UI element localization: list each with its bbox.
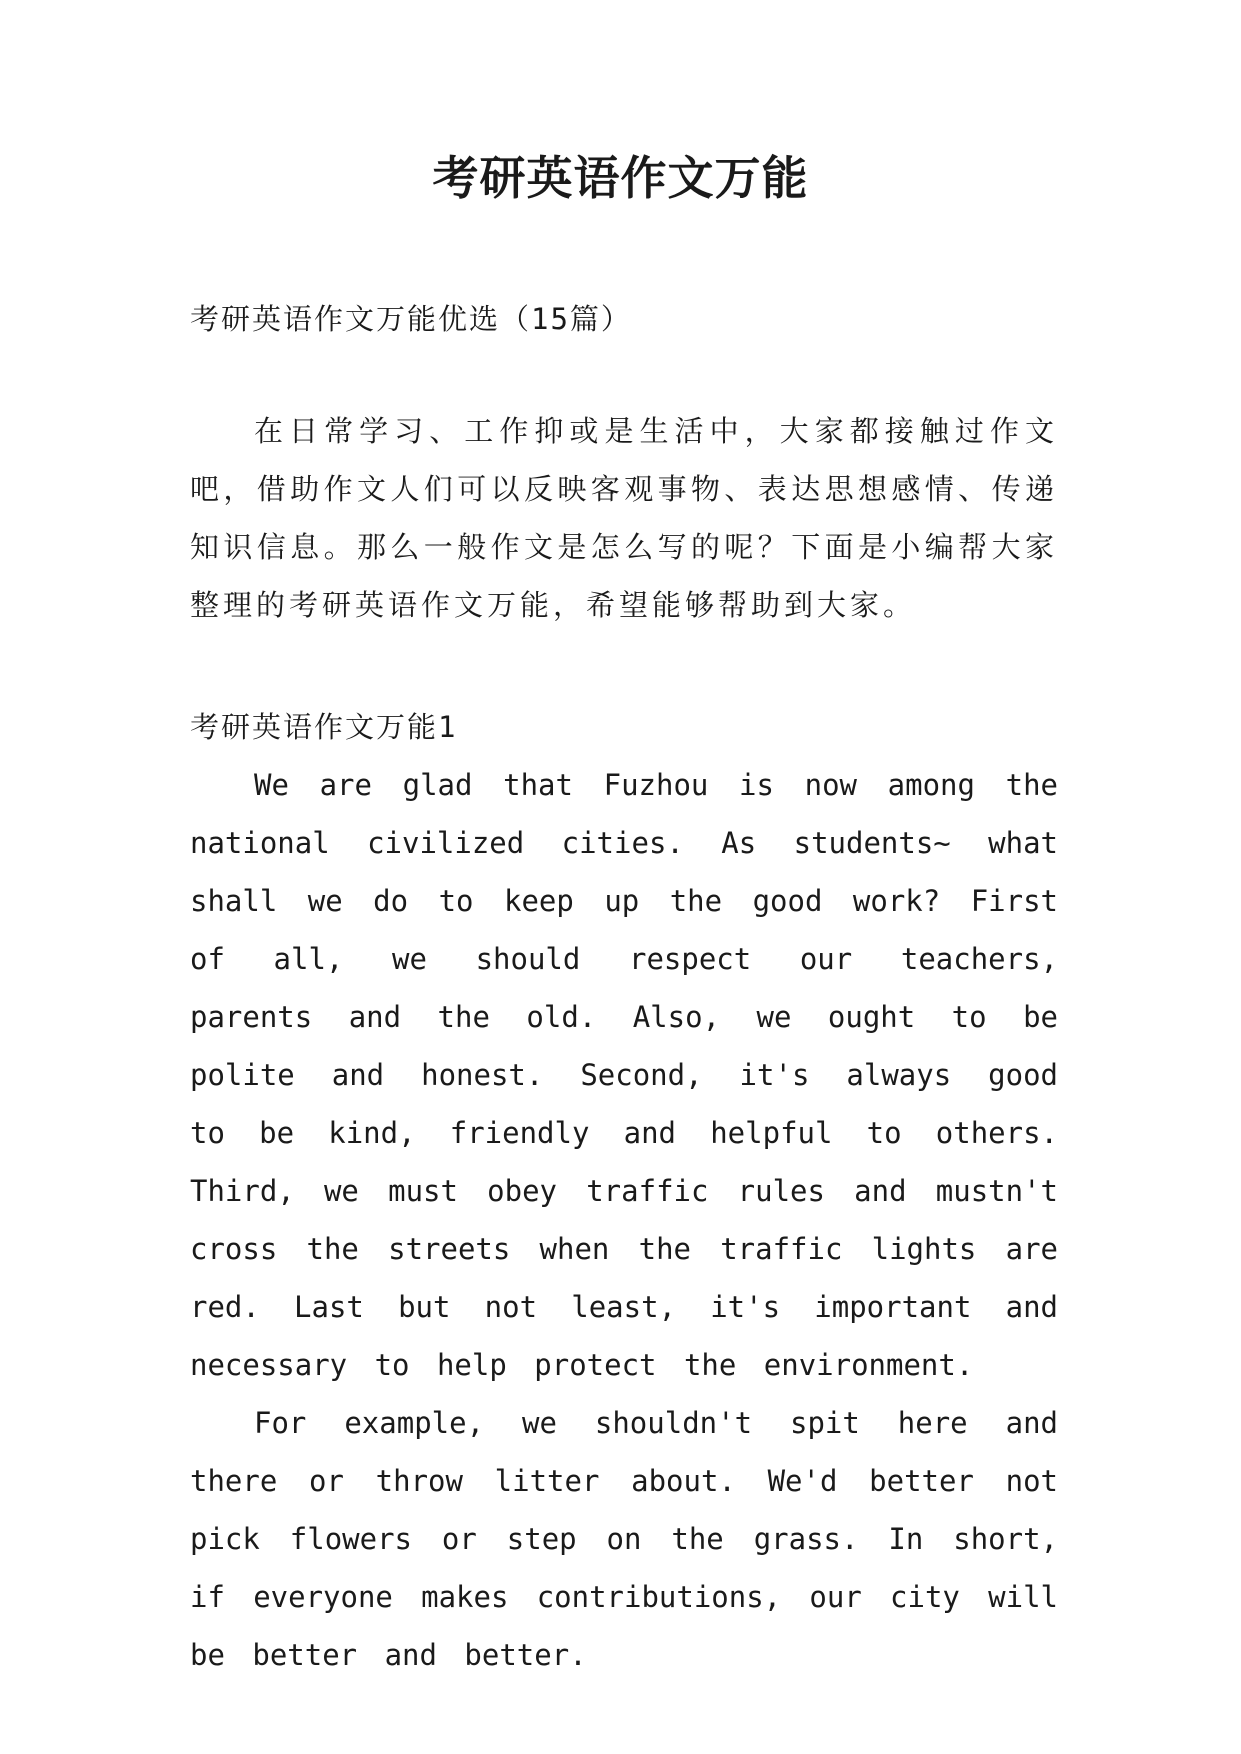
essay-paragraph-1: We are glad that Fuzhou is now among the national civilized cities. As students~ what shall we do to keep up the good work? First of all, we should respect our teachers, parents and the old. Also, we ought to be polite and honest. Second, it's always good to be kind, friendly and helpful to others. Third, we must obey traffic rules and mustn't cross the streets when the traffic lights are red. Last but not least, it's important and necessary to help protect the environment. bbox=[190, 768, 1058, 1382]
section-heading: 考研英语作文万能1 bbox=[190, 710, 458, 744]
intro-paragraph: 在日常学习、工作抑或是生活中，大家都接触过作文吧，借助作文人们可以反映客观事物、表达思想感情、传递知识信息。那么一般作文是怎么写的呢？下面是小编帮大家整理的考研英语作文万能，希望能够帮助到大家。 bbox=[190, 414, 1058, 622]
document-subtitle: 考研英语作文万能优选（15篇） bbox=[190, 302, 632, 336]
page-title: 考研英语作文万能 bbox=[432, 151, 809, 205]
essay-body bbox=[190, 756, 1058, 1684]
essay-paragraph-2: For example, we shouldn't spit here and there or throw litter about. We'd better not pick flowers or step on the grass. In short, if everyone makes contributions, our city will be better and better. bbox=[190, 1406, 1058, 1672]
